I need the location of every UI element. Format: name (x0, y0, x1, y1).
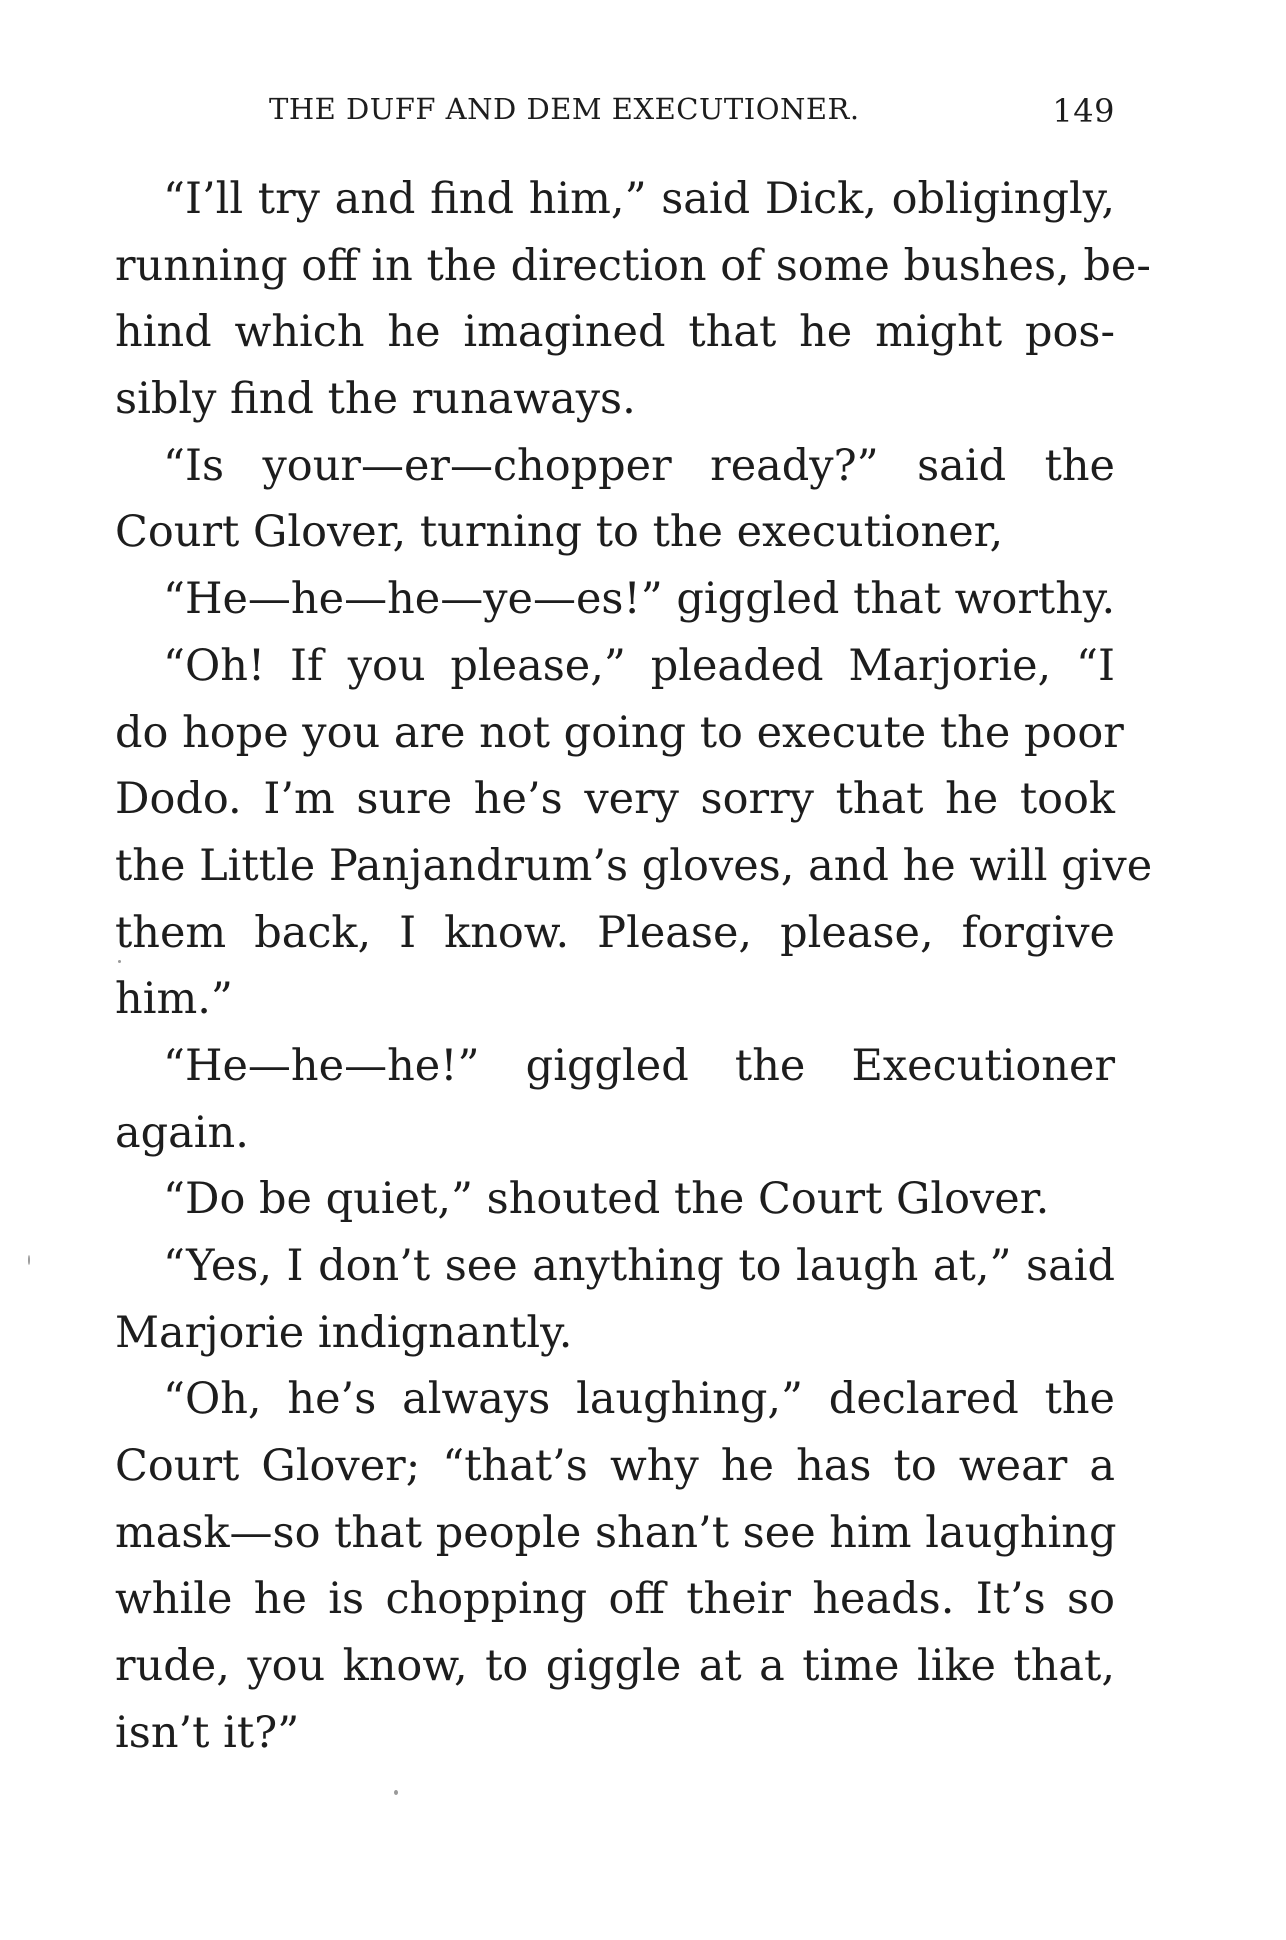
page-number: 149 (1052, 92, 1115, 130)
paper-speck (394, 1790, 398, 1795)
text-line: the Little Panjandrum’s gloves, and he will give (115, 840, 1153, 891)
text-line: Court Glover; “that’s why he has to wear a (115, 1441, 1115, 1492)
paper-speck (118, 960, 121, 963)
text-line: hind which he imagined that he might pos- (115, 307, 1115, 358)
text-line: “He—he—he—ye—es!” giggled that worthy. (163, 574, 1116, 625)
text-line: “Oh, he’s always laughing,” declared the (163, 1374, 1115, 1425)
text-line: “Is your—er—chopper ready?” said the (163, 440, 1115, 491)
text-line: running off in the direction of some bushes, be- (115, 240, 1151, 291)
text-line: “Yes, I don’t see anything to laugh at,” said (163, 1241, 1115, 1291)
page-header (115, 92, 1115, 142)
text-line: “I’ll try and find him,” said Dick, obligingly, (163, 174, 1115, 224)
text-line: Dodo. I’m sure he’s very sorry that he took (115, 774, 1115, 825)
text-line: isn’t it?” (115, 1707, 300, 1758)
text-line: “Do be quiet,” shouted the Court Glover. (163, 1174, 1050, 1225)
running-title: THE DUFF AND DEM EXECUTIONER. (269, 92, 860, 126)
text-line: again. (115, 1107, 249, 1158)
text-line: mask—so that people shan’t see him laughing (115, 1507, 1117, 1558)
text-line: do hope you are not going to execute the poor (115, 707, 1124, 758)
text-line: sibly find the runaways. (115, 374, 636, 425)
text-line: “He—he—he!” giggled the Executioner (163, 1040, 1115, 1091)
text-line: while he is chopping off their heads. It’s so (115, 1574, 1115, 1625)
text-line: Court Glover, turning to the executioner, (115, 507, 1004, 558)
text-line: him.” (115, 974, 233, 1025)
text-line: rude, you know, to giggle at a time like that, (115, 1641, 1115, 1692)
text-line: “Oh! If you please,” pleaded Marjorie, “I (163, 640, 1115, 691)
paper-speck (28, 1255, 30, 1265)
text-line: them back, I know. Please, please, forgive (115, 907, 1115, 958)
text-line: Marjorie indignantly. (115, 1307, 573, 1358)
body-text (115, 166, 1153, 1767)
